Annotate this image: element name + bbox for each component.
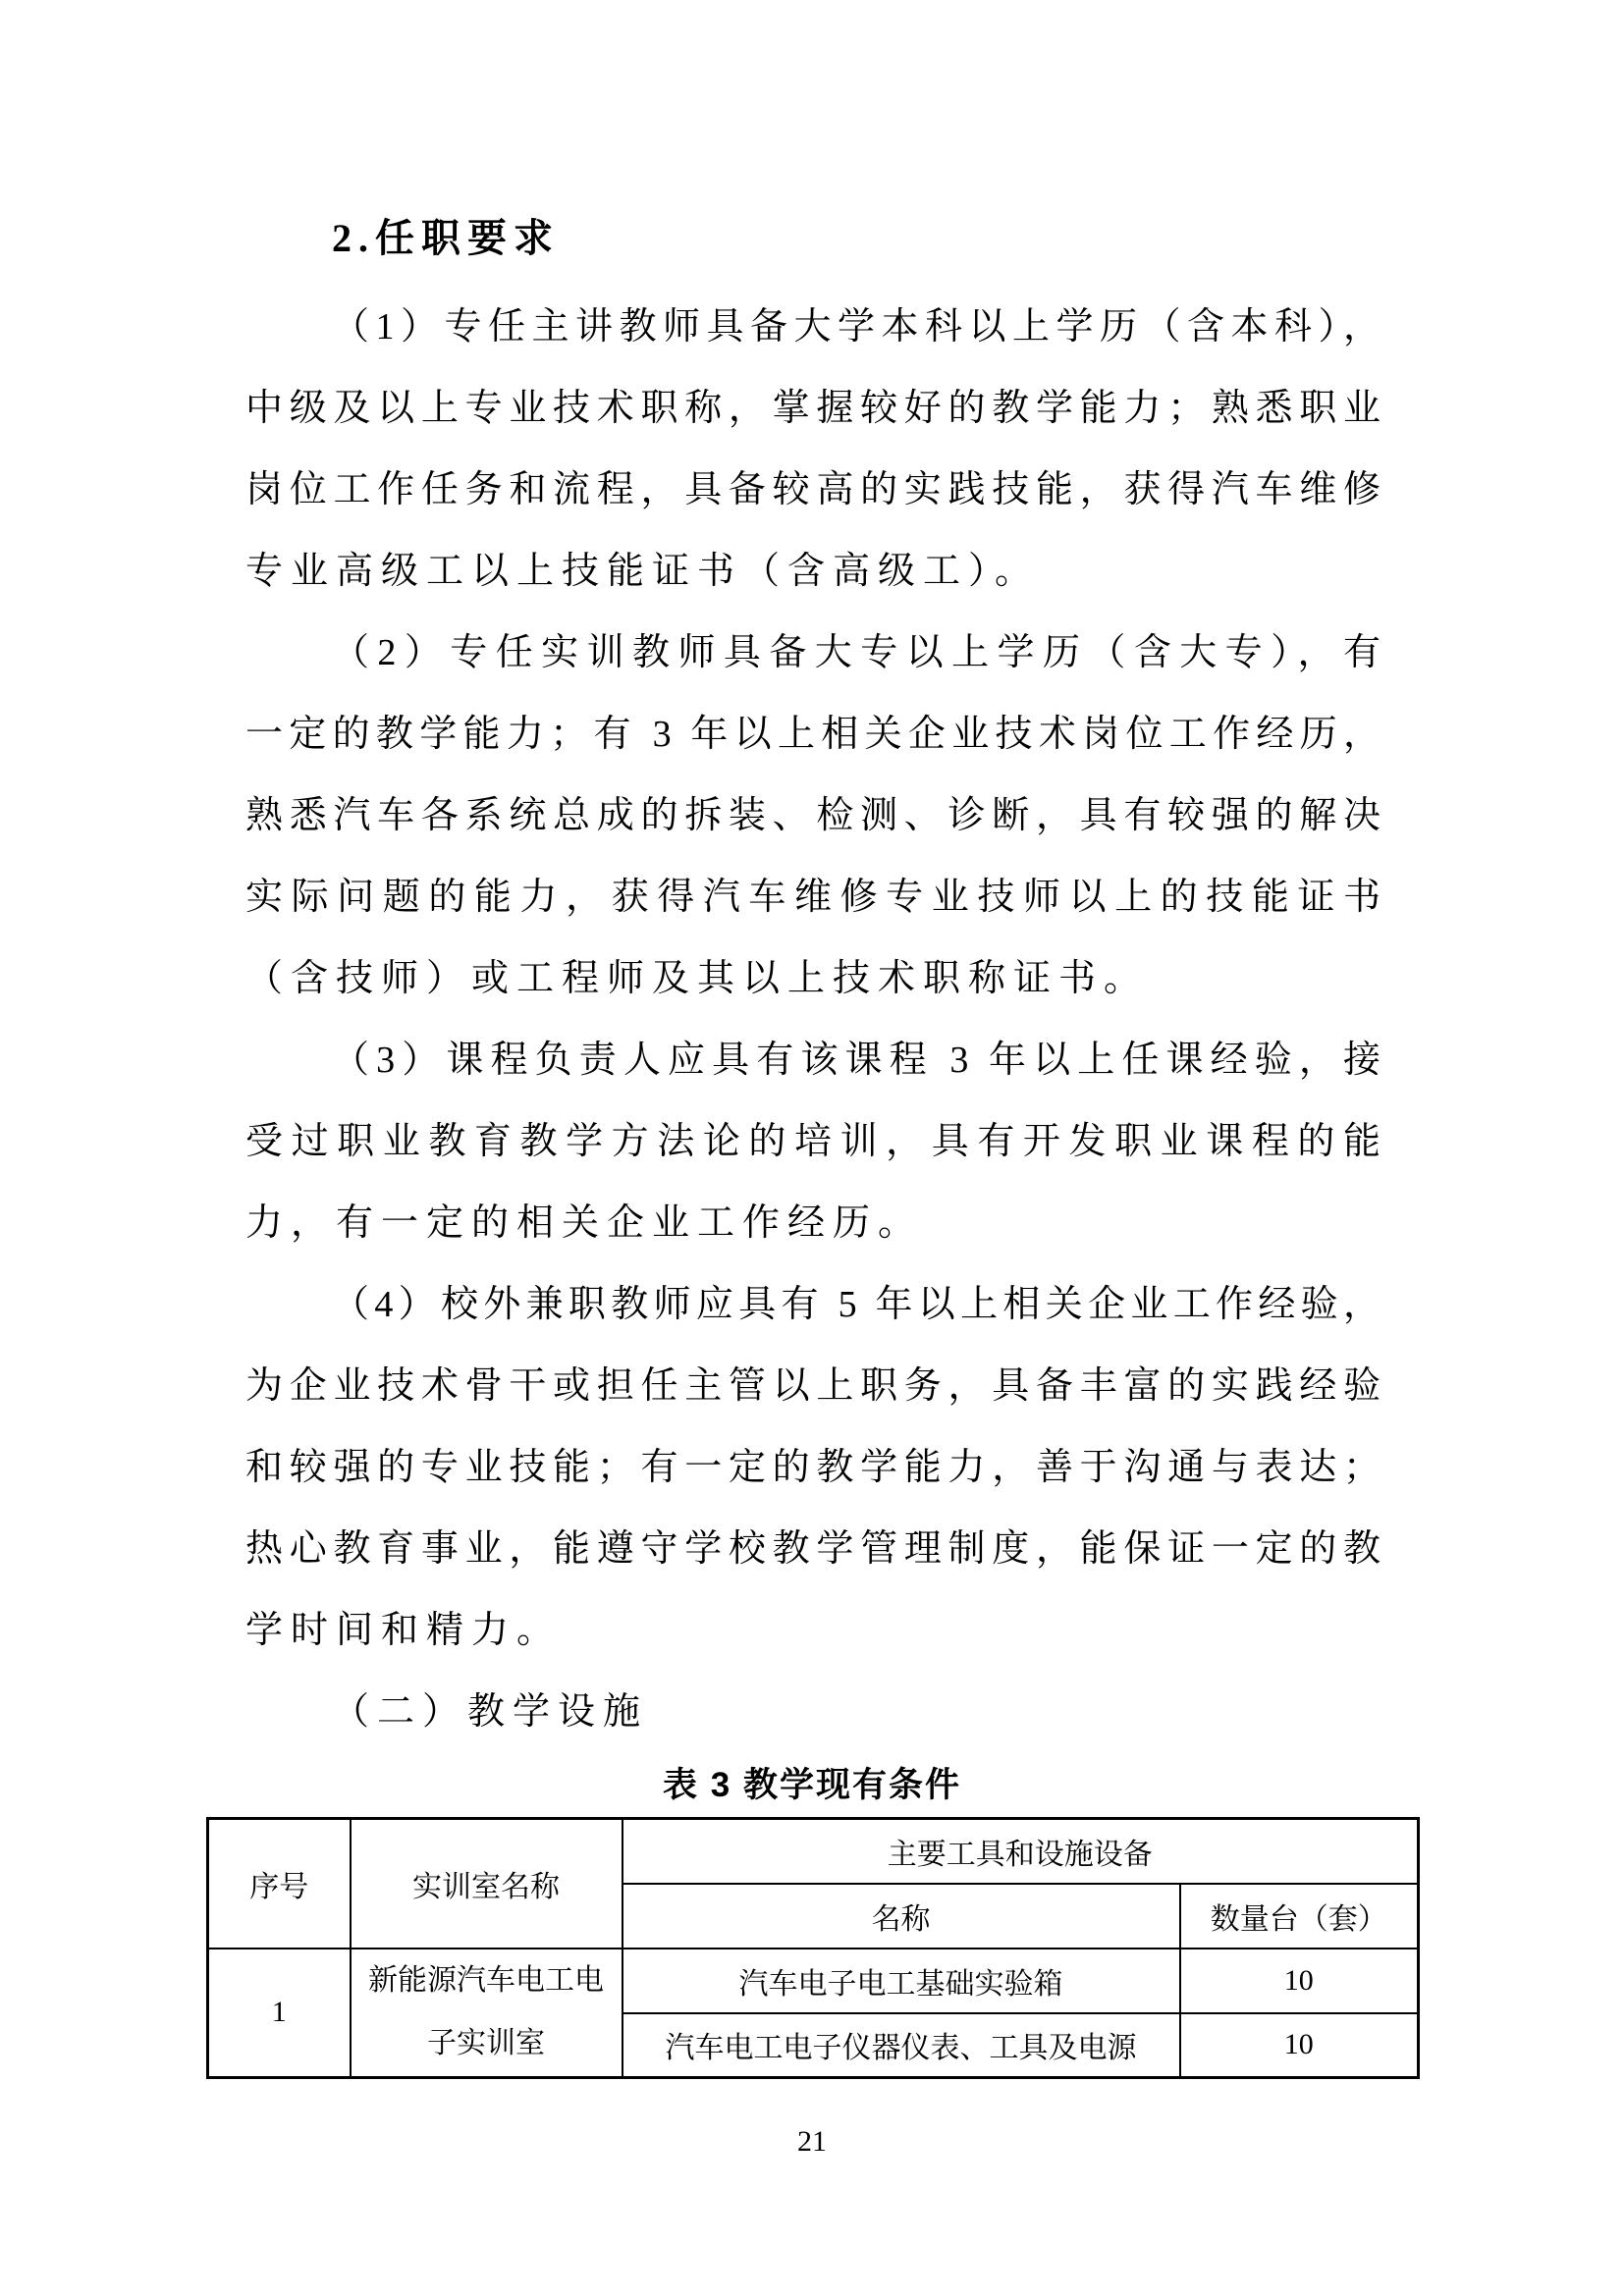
body-line: 受过职业教育教学方法论的培训，具有开发职业课程的能 (245, 1121, 1384, 1162)
col-header-seq: 序号 (208, 1819, 351, 1949)
equipment-table (206, 1817, 1420, 2079)
col-header-lab: 实训室名称 (351, 1819, 623, 1949)
table-title: 表 3 教学现有条件 (663, 1766, 961, 1804)
cell-item-qty: 10 (1180, 2013, 1419, 2078)
section-number-heading: 2.任职要求 (332, 216, 560, 260)
footer-page-number: 21 (797, 2125, 827, 2158)
body-line: 一定的教学能力；有 3 年以上相关企业技术岗位工作经历， (245, 714, 1384, 755)
col-header-name: 名称 (623, 1884, 1180, 1949)
body-line: 岗位工作任务和流程，具备较高的实践技能，获得汽车维修 (245, 469, 1384, 510)
cell-lab-name (351, 1949, 623, 2078)
body-line: 实际问题的能力，获得汽车维修专业技师以上的技能证书 (245, 877, 1384, 918)
cell-item-qty: 10 (1180, 1949, 1419, 2013)
table-header-row (208, 1819, 1419, 1884)
col-header-qty: 数量台（套） (1180, 1884, 1419, 1949)
cell-seq: 1 (208, 1949, 351, 2078)
body-line: 力，有一定的相关企业工作经历。 (245, 1202, 924, 1244)
body-line: 热心教育事业，能遵守学校教学管理制度，能保证一定的教 (245, 1528, 1384, 1570)
cell-item-name: 汽车电工电子仪器仪表、工具及电源 (623, 2013, 1180, 2078)
body-line: （含技师）或工程师及其以上技术职称证书。 (245, 958, 1150, 999)
cell-item-name: 汽车电子电工基础实验箱 (623, 1949, 1180, 2013)
body-line: 和较强的专业技能；有一定的教学能力，善于沟通与表达； (245, 1447, 1384, 1488)
col-header-group: 主要工具和设施设备 (623, 1819, 1419, 1884)
body-line: （4）校外兼职教师应具有 5 年以上相关企业工作经验， (332, 1284, 1384, 1325)
body-line: （3）课程负责人应具有该课程 3 年以上任课经验，接 (332, 1040, 1384, 1081)
body-line: 专业高级工以上技能证书（含高级工）。 (245, 551, 1041, 592)
lab-name-line: 新能源汽车电工电 (368, 1964, 604, 1998)
body-line: 熟悉汽车各系统总成的拆装、检测、诊断，具有较强的解决 (245, 795, 1384, 836)
body-text-block (245, 287, 1384, 1753)
subsection-heading: （二）教学设施 (332, 1691, 649, 1733)
table-row (208, 1949, 1419, 2013)
lab-name-line: 子实训室 (427, 2027, 545, 2060)
body-line: 学时间和精力。 (245, 1610, 563, 1651)
body-line: 中级及以上专业技术职称，掌握较好的教学能力；熟悉职业 (245, 388, 1384, 429)
body-line: （1）专任主讲教师具备大学本科以上学历（含本科）， (332, 306, 1384, 347)
body-line: 为企业技术骨干或担任主管以上职务，具备丰富的实践经验 (245, 1365, 1384, 1407)
body-line: （2）专任实训教师具备大专以上学历（含大专），有 (332, 632, 1384, 673)
